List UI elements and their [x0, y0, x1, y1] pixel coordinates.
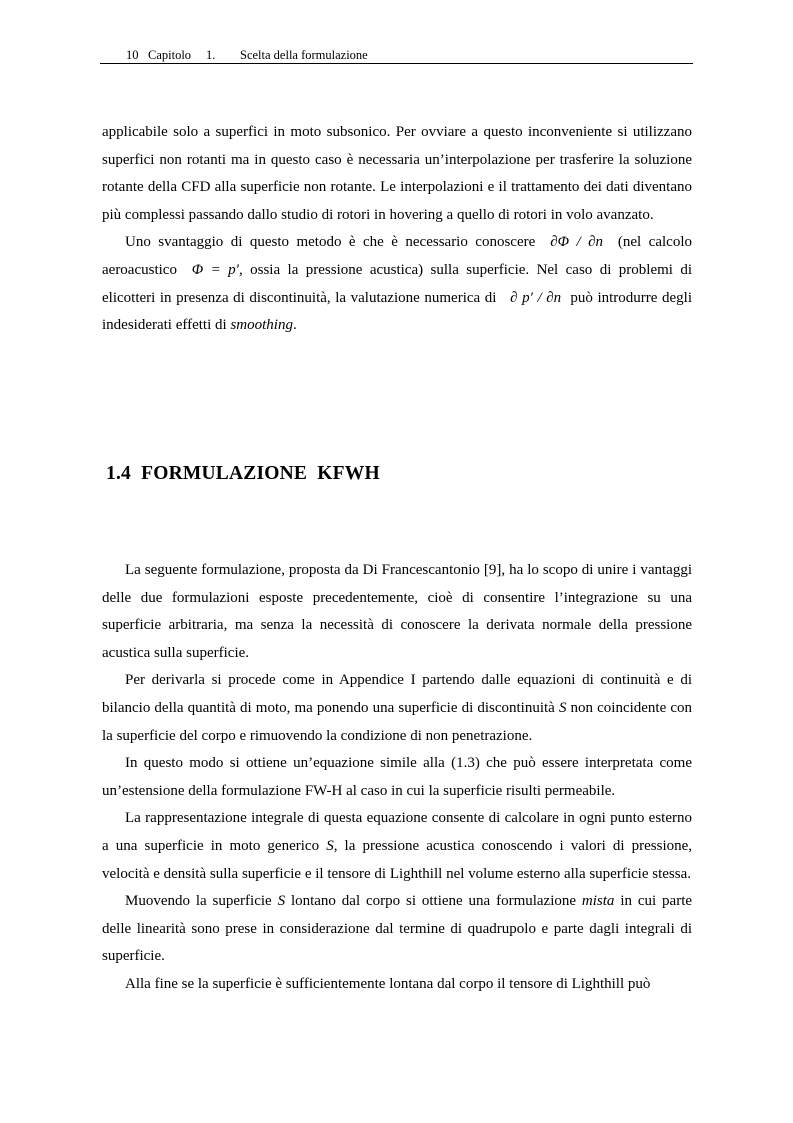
- paragraph: [102, 229, 692, 339]
- paragraph: [102, 888, 692, 971]
- chapter-title: Scelta della formulazione: [240, 48, 368, 62]
- text-run: Uno svantaggio di questo metodo è che è necessario conoscere: [125, 234, 536, 251]
- text-run: in cui parte delle linearità sono prese in considerazione dal termine di quadrupolo e parte dagli integrali di superficie.: [102, 893, 693, 965]
- paragraph: [102, 805, 692, 888]
- math-dphi-dn: ∂Φ / ∂n: [550, 234, 603, 251]
- chapter-number: 1.: [206, 48, 216, 62]
- symbol-S: S: [558, 699, 567, 716]
- text-run: (nel calcolo aeroacustico: [102, 234, 692, 278]
- math-dp-dn: ∂ p′ / ∂n: [510, 289, 562, 306]
- text-run: non coincidente con la superficie del corpo e rimuovendo la condizione di non penetrazione.: [102, 699, 692, 744]
- text-run: La rappresentazione integrale di questa equazione consente di calcolare in ogni punto esterno a una superficie in moto generico: [102, 810, 692, 854]
- text-block-top: [102, 119, 692, 340]
- page-number: 10: [126, 48, 139, 62]
- paragraph: In questo modo si ottiene un’equazione simile alla (1.3) che può essere interpretata come un’estensione della formulazione FW-H al caso in cui la superficie risulti permeabile.: [102, 755, 692, 799]
- text-run: lontano dal corpo si ottiene una formulazione: [290, 893, 577, 910]
- text-run: Per derivarla si procede come in Appendice I partendo dalle equazioni di continuità e di bilancio della quantità di moto, ma ponendo una superficie di discontinuità: [102, 672, 692, 716]
- chapter-label: Capitolo: [148, 48, 192, 62]
- section-heading: [106, 463, 380, 485]
- paragraph: applicabile solo a superfici in moto subsonico. Per ovviare a questo inconveniente si utilizzano superfici non rotanti ma in questo caso è necessaria un’interpolazione per trasferire la soluzione rotante della CFD alla superficie non rotante. Le interpolazioni e il trattamento dei dati diventano più complessi passando dallo studio di rotori in hovering a quello di rotori in volo avanzato.: [102, 124, 692, 223]
- section-title: FORMULAZIONE KFWH: [141, 463, 380, 484]
- math-phi-equals-p: Φ = p′: [191, 261, 239, 278]
- section-number: 1.4: [106, 463, 131, 484]
- text-run: , la pressione acustica conoscendo i valori di pressione, velocità e densità sulla superficie e il tensore di Lighthill nel volume esterno alla superficie stessa.: [102, 837, 693, 882]
- text-run: Muovendo la superficie: [125, 893, 272, 910]
- running-header: [100, 47, 693, 64]
- symbol-S: S: [277, 893, 286, 910]
- paragraph: [102, 667, 692, 750]
- text-run: , ossia la pressione acustica) sulla superficie. Nel caso di problemi di elicotteri in presenza di discontinuità, la valutazione numerica di: [102, 261, 693, 306]
- paragraph: La seguente formulazione, proposta da Di Francescantonio [9], ha lo scopo di unire i vantaggi delle due formulazioni esposte precedentemente, cioè di consentire l’integrazione su una superficie arbitraria, ma senza la necessità di conoscere la derivata normale della pressione acustica sulla superficie.: [102, 562, 692, 661]
- emphasis-mista: mista: [581, 893, 615, 910]
- emphasis-smoothing: smoothing: [230, 317, 293, 334]
- text-run: può introdurre degli indesiderati effetti di: [102, 289, 692, 334]
- paragraph: Alla fine se la superficie è sufficientemente lontana dal corpo il tensore di Lighthill può: [125, 975, 651, 992]
- text-run: .: [292, 317, 297, 334]
- symbol-S: S: [326, 837, 334, 854]
- text-block-bottom: [102, 557, 692, 999]
